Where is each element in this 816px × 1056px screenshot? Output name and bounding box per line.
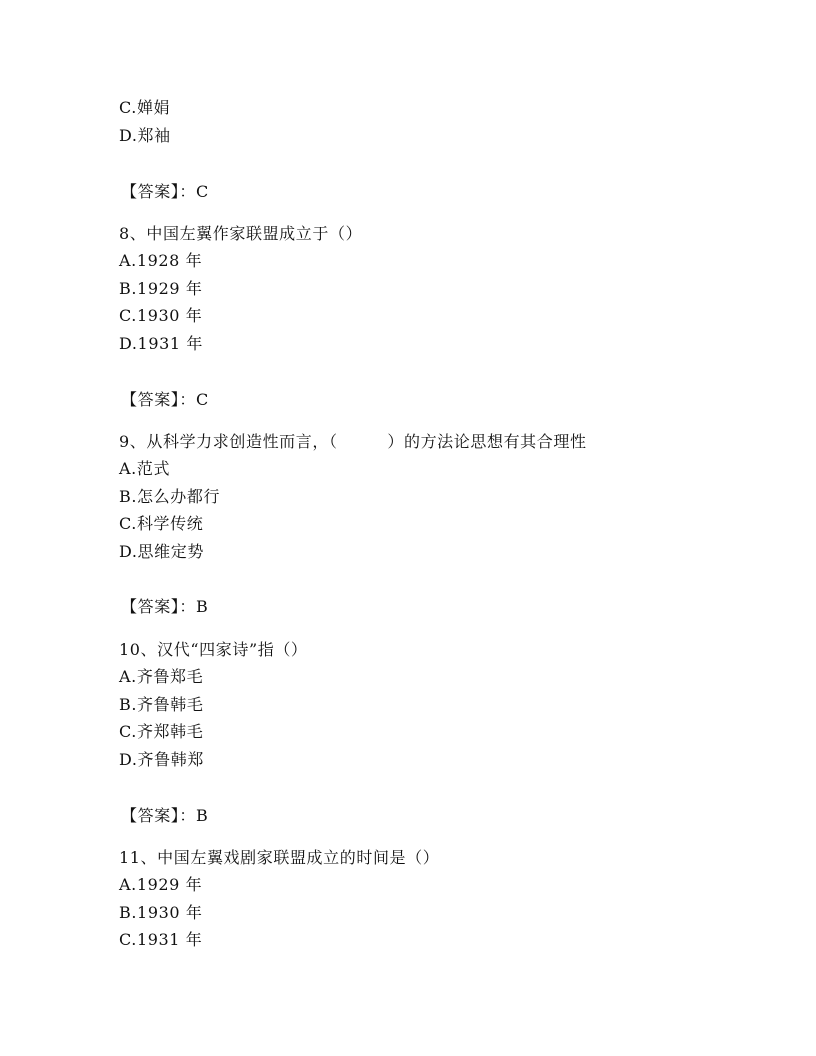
q7-option-c: C.婵娟 bbox=[119, 98, 171, 117]
q8-option-a: A.1928 年 bbox=[119, 251, 203, 270]
q10-option-b: B.齐鲁韩毛 bbox=[119, 695, 204, 714]
q7-answer: 【答案】：C bbox=[121, 182, 209, 201]
q10-answer: 【答案】：B bbox=[121, 806, 209, 825]
q9-option-a: A.范式 bbox=[119, 459, 171, 478]
q9-option-b: B.怎么办都行 bbox=[119, 487, 221, 506]
q9-option-d: D.思维定势 bbox=[119, 542, 204, 561]
q10-option-d: D.齐鲁韩郑 bbox=[119, 750, 204, 769]
q10-option-a: A.齐鲁郑毛 bbox=[119, 667, 204, 686]
q11-option-a: A.1929 年 bbox=[119, 875, 203, 894]
q8-option-b: B.1929 年 bbox=[119, 279, 203, 298]
q9-question: 9、从科学力求创造性而言，（ ）的方法论思想有其合理性 bbox=[119, 432, 587, 451]
q8-option-d: D.1931 年 bbox=[119, 334, 203, 353]
q10-option-c: C.齐郑韩毛 bbox=[119, 722, 204, 741]
q11-question: 11、中国左翼戏剧家联盟成立的时间是（） bbox=[119, 848, 440, 867]
q8-option-c: C.1930 年 bbox=[119, 306, 203, 325]
q11-option-b: B.1930 年 bbox=[119, 903, 203, 922]
q7-option-d: D.郑袖 bbox=[119, 126, 171, 145]
q8-question: 8、中国左翼作家联盟成立于（） bbox=[119, 224, 363, 243]
q9-answer: 【答案】：B bbox=[121, 597, 209, 616]
q10-question: 10、汉代“四家诗”指（） bbox=[119, 640, 308, 659]
q8-answer: 【答案】：C bbox=[121, 390, 209, 409]
q9-option-c: C.科学传统 bbox=[119, 514, 204, 533]
q11-option-c: C.1931 年 bbox=[119, 930, 203, 949]
